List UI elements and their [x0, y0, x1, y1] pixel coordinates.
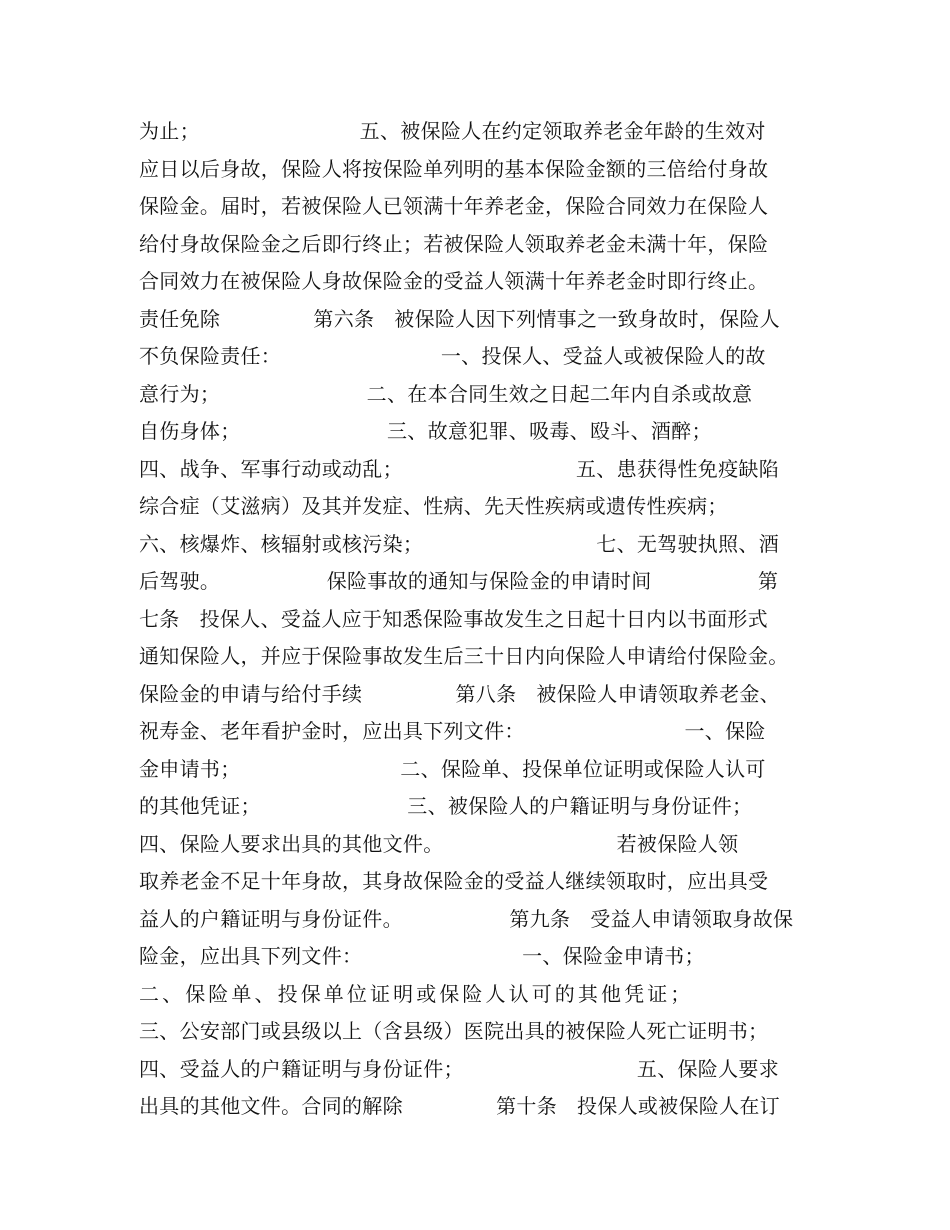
text-line: 四、战争、军事行动或动乱； 五、患获得性免疫缺陷 [139, 456, 779, 481]
text-line: 险金，应出具下列文件： 一、保险金申请书； [139, 944, 705, 968]
text-line: 祝寿金、老年看护金时，应出具下列文件： 一、保险 [139, 719, 766, 743]
text-line: 四、受益人的户籍证明与身份证件； 五、保险人要求 [139, 1056, 779, 1081]
text-line: 不负保险责任： 一、投保人、受益人或被保险人的故 [139, 344, 766, 368]
text-line: 合同效力在被保险人身故保险金的受益人领满十年养老金时即行终止。 [139, 269, 769, 293]
text-line: 取养老金不足十年身故，其身故保险金的受益人继续领取时，应出具受 [139, 869, 769, 893]
text-line: 三、公安部门或县级以上（含县级）医院出具的被保险人死亡证明书； [139, 1019, 769, 1043]
text-line: 的其他凭证； 三、被保险人的户籍证明与身份证件； [139, 794, 753, 818]
text-line: 保险金。届时，若被保险人已领满十年养老金，保险合同效力在保险人 [139, 194, 769, 218]
text-line: 自伤身体； 三、故意犯罪、吸毒、殴斗、酒醉； [139, 419, 712, 443]
text-line: 后驾驶。 保险事故的通知与保险金的申请时间 第 [139, 569, 779, 593]
text-line: 二、保险单、投保单位证明或保险人认可的其他凭证； [139, 981, 694, 1006]
text-line: 意行为； 二、在本合同生效之日起二年内自杀或故意 [139, 381, 753, 406]
text-line: 四、保险人要求出具的其他文件。 若被保险人领 [139, 831, 739, 856]
text-line: 出具的其他文件。合同的解除 第十条 投保人或被保险人在订 [139, 1094, 780, 1118]
text-line: 益人的户籍证明与身份证件。 第九条 受益人申请领取身故保 [139, 906, 794, 931]
text-line: 综合症（艾滋病）及其并发症、性病、先天性疾病或遗传性疾病； [139, 494, 728, 518]
text-line: 为止； 五、被保险人在约定领取养老金年龄的生效对 [139, 119, 766, 143]
text-line: 保险金的申请与给付手续 第八条 被保险人申请领取养老金、 [139, 681, 780, 706]
text-line: 金申请书； 二、保险单、投保单位证明或保险人认可 [139, 756, 766, 781]
text-line: 责任免除 第六条 被保险人因下列情事之一致身故时，保险人 [139, 306, 780, 331]
text-line: 通知保险人，并应于保险事故发生后三十日内向保险人申请给付保险金。 [139, 644, 789, 668]
text-line: 六、核爆炸、核辐射或核污染； 七、无驾驶执照、酒 [139, 531, 779, 556]
text-line: 应日以后身故，保险人将按保险单列明的基本保险金额的三倍给付身故 [139, 156, 769, 181]
policy-text-body [139, 113, 813, 1126]
text-line: 七条 投保人、受益人应于知悉保险事故发生之日起十日内以书面形式 [139, 606, 768, 631]
text-line: 给付身故保险金之后即行终止；若被保险人领取养老金未满十年，保险 [139, 231, 769, 256]
